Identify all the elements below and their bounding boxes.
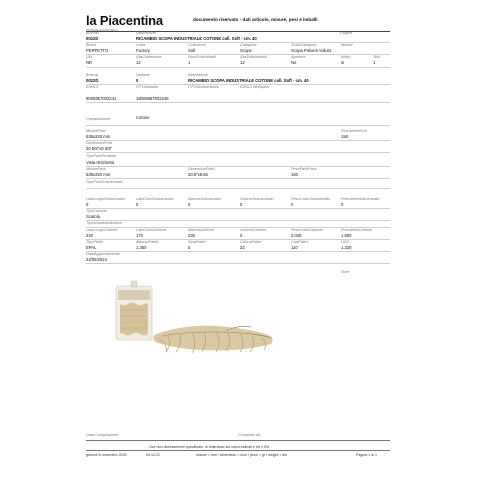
label-attivo: Attivo	[341, 55, 351, 59]
row-divider	[86, 67, 390, 68]
label-ean13: EAN13	[86, 85, 99, 89]
pallet-cartons-value: 110	[291, 245, 298, 250]
row-divider	[86, 125, 390, 126]
mop-refill-icon	[153, 326, 273, 353]
carton-lungo-value: 240	[86, 233, 93, 238]
carton-pesonetto-value: 1.800	[341, 233, 352, 238]
label-ctstratpallet: CtStratPallet	[240, 240, 262, 244]
label-dimensionpack: DimensionPack	[188, 167, 215, 171]
label-ean14-multipack: EAN14 Multipack	[240, 85, 270, 89]
label-altezza-cartone: AltezzaCartone	[188, 228, 214, 232]
collezione-value: Soft	[188, 48, 196, 53]
label-variante: Variante	[136, 73, 151, 77]
label-altezza-sottoimballo: AltezzaSottolmballo	[188, 197, 222, 201]
label-misureprod: MisureProd	[86, 129, 106, 133]
document-title: documento riservato - dati articolo, misure, pesi e imballi	[193, 17, 318, 22]
label-itf14-imballo: ITF14Imballo	[136, 85, 159, 89]
signature-line	[86, 440, 390, 441]
product-photo	[86, 276, 390, 373]
label-volume-cartone: VolumeCartone	[240, 228, 267, 232]
row-divider	[86, 220, 390, 221]
variant-number: 0	[136, 78, 139, 83]
update-date-value: 23/05/2024	[86, 257, 107, 262]
label-compilato-da: Compilato da	[238, 433, 261, 437]
label-tipopallet: TipoPallet	[86, 240, 103, 244]
footer-divider	[86, 450, 390, 451]
aperture-value: No	[291, 60, 297, 65]
label-tipopackprodotto: TipoPackProdotto	[86, 154, 117, 158]
company-logo: la Piacentina	[86, 13, 163, 28]
pallet-udc-value: 1.320	[341, 245, 352, 250]
qtaconfezione-value: 12	[136, 60, 141, 65]
label-articolo: Articolo	[86, 31, 99, 35]
label-aperture: Aperture	[291, 55, 306, 59]
label-market: Market	[341, 43, 353, 47]
label-data-compilazione: Data Compilazione	[86, 433, 119, 437]
itf14-imballo-value: 18005957002248	[136, 96, 169, 101]
linea-value: Factory	[136, 48, 150, 53]
brand-value: PERFETTO	[86, 48, 109, 53]
row-divider	[86, 102, 390, 103]
label-itf14-sottoimballo: ITF14Sottolmballo	[188, 85, 219, 89]
label-latocorto-cartone: LatoCortoCartone	[136, 228, 167, 232]
print-time: 09:12:21	[146, 453, 160, 457]
pallet-height-value: 1.350	[136, 245, 147, 250]
row-divider	[86, 84, 390, 85]
label-tipopacksottoimballo: TipoPackSottolmballo	[86, 180, 123, 184]
label-altezzapallet: AltezzaPallet	[136, 240, 158, 244]
label-descrizione: Descrizione	[136, 31, 156, 35]
categoria-value: Scope	[240, 48, 252, 53]
units-legend: misure = mm / dimension = inch / peso = gr / weight = lbs	[196, 453, 288, 457]
label-note: Note	[341, 270, 350, 274]
dimension-prod-value: 20 5/8"x8 5/8"	[86, 146, 113, 151]
label-brand: Brand	[86, 43, 97, 47]
variant-description: RICAMBIO SCOPA INDUSTRIALE COTONE coll. Soft - cm. 40	[188, 78, 309, 83]
pack-measures-value: 535x220 mm	[86, 172, 111, 177]
label-udc: UDC	[341, 240, 350, 244]
pack-dimension-value: 20.6"x8.66	[188, 172, 208, 177]
label-qtaconfezione: QtaConfezione	[136, 55, 162, 59]
page-number: Pagina 1 di 1	[356, 453, 377, 457]
logo-tagline: DIVISIONE DI CASA SELLA	[86, 29, 118, 32]
attivo-value: si	[341, 60, 345, 65]
um-value: NR	[86, 60, 93, 65]
label-tubi: Tubi	[373, 55, 381, 59]
pallet-ct-layer-value: 22	[240, 245, 245, 250]
label-tipoimballoindicatore: TipoImballolndicatore	[86, 221, 123, 225]
label-stratpallet: StratPallet	[188, 240, 206, 244]
label-variant-descrizione: Descrizione	[188, 73, 208, 77]
ean13-value: 8005957002241	[86, 96, 117, 101]
label-latolungo-cartone: LatoLungoCartone	[86, 228, 118, 232]
label-categoria: Categoria	[240, 43, 257, 47]
pallet-layers-value: 5	[188, 245, 191, 250]
sub-corto-value: 0	[136, 202, 139, 207]
sottocategoria-value: Scopa Polvere Indust.	[291, 48, 332, 53]
label-numsottoimballi: NumSottolmballi	[188, 55, 216, 59]
print-date: giovedì 6 novembre 2025	[86, 453, 127, 457]
label-um: UM	[86, 55, 92, 59]
row-divider	[86, 208, 390, 209]
composition-value: Cotone	[136, 115, 150, 120]
label-pesolordo-sottoimballo: PesoLordoSottolmballo	[291, 197, 331, 201]
numsottoimballi-value: 1	[188, 60, 191, 65]
pack-weight-value: 150	[291, 172, 298, 177]
label-sottocategoria: SottoCategoria	[291, 43, 317, 47]
packaged-mop-icon	[116, 281, 152, 340]
article-description: RICAMBIO SCOPA INDUSTRIALE COTONE coll. Soft - cm. 40	[136, 36, 257, 41]
product-packaging-value: Vista+Etichetta	[86, 160, 114, 165]
carton-altezza-value: 230	[188, 233, 195, 238]
sub-pesonetto-value: 0	[341, 202, 344, 207]
row-divider	[86, 152, 390, 153]
tubi-value: 1	[373, 60, 376, 65]
sub-altezza-value: 0	[188, 202, 191, 207]
label-collezione: Collezione	[188, 43, 206, 47]
label-origine: Origine	[340, 31, 353, 35]
row-divider	[86, 251, 390, 252]
label-dimensionprod: DimensionProd	[86, 141, 112, 145]
carton-type-value: Scatola	[86, 214, 100, 219]
carton-volume-value: 0	[240, 233, 243, 238]
carton-pesolordo-value: 2.028	[291, 233, 302, 238]
label-volume-sottoimballo: VolumeSottolmballo	[240, 197, 274, 201]
row-divider	[86, 188, 390, 189]
product-measures-value: 535x220 mm	[86, 134, 111, 139]
carton-corto-value: 170	[136, 233, 143, 238]
label-misurepack: MisurePack	[86, 167, 106, 171]
sub-volume-value: 0	[240, 202, 243, 207]
label-dataaggiornamento: DataAggiornamento	[86, 252, 120, 256]
pallet-type-value: EPAL	[86, 245, 97, 250]
label-pesolordo-cartone: PesoLordoCartone	[291, 228, 323, 232]
label-pesonetto-sottoimballo: PesoNettoSottolmballo	[341, 197, 380, 201]
variant-code: 0022D	[86, 78, 99, 83]
row-divider	[86, 140, 390, 141]
label-composizione: Composizione	[86, 117, 111, 121]
label-latolungo-sottoimballo: LatoLungoSottolmballo	[86, 197, 125, 201]
sub-pesolordo-value: 0	[291, 202, 294, 207]
label-pesonetto-cartone: PesoNettoCartone	[341, 228, 373, 232]
label-variant-articolo: Articolo	[86, 73, 99, 77]
qtasottoimballo-value: 12	[240, 60, 245, 65]
article-code: 0022D	[86, 36, 99, 41]
label-pesopackpack: PesoPackPack	[291, 167, 317, 171]
label-pesonettoprod: PesoNettoProd	[341, 129, 367, 133]
row-divider	[86, 178, 390, 179]
tolerance-note: Ove non diversamente specificato, le tolleranze sui valori indicati è tra ± 5%	[149, 445, 270, 449]
row-divider	[86, 263, 390, 264]
sub-lungo-value: 0	[86, 202, 89, 207]
label-cartpallet: CartPallet	[291, 240, 308, 244]
product-weight-value: 150	[341, 134, 348, 139]
label-tipocartone: TipoCartone	[86, 209, 107, 213]
row-divider	[86, 166, 390, 167]
label-qtasottoimballo: QtaSottolmballo	[240, 55, 268, 59]
label-linea: Linea	[136, 43, 146, 47]
label-latocorto-sottoimballo: LatoCortoSottolmballo	[136, 197, 174, 201]
